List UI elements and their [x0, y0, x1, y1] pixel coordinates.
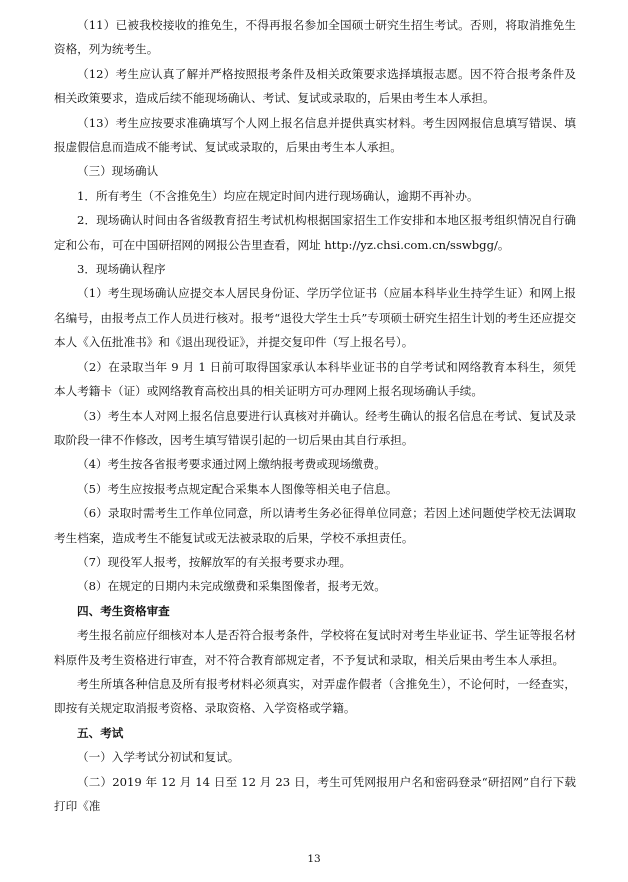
paragraph-onsite-3-heading: 3．现场确认程序 — [77, 262, 166, 277]
paragraph-qualification-2: 考生所填各种信息及所有报考材料必须真实，对弄虚作假者（含推免生），不论何时，一经查实，即按有关规定取消报考资格、录取资格、入学资格或学籍。 — [54, 676, 576, 716]
paragraph-procedure-3: （3）考生本人对网上报名信息要进行认真核对并确认。经考生确认的报名信息在考试、复试及录取阶段一律不作修改，因考生填写错误引起的一切后果由其自行承担。 — [54, 408, 576, 447]
paragraph-procedure-4: （4）考生按各省报考要求通过网上缴纳报考费或现场缴费。 — [77, 457, 386, 472]
paragraph-exam-1: （一）入学考试分初试和复试。 — [77, 750, 240, 765]
paragraph-11: （11）已被我校接收的推免生，不得再报名参加全国硕士研究生招生考试。否则，将取消推免生资格，列为统考生。 — [54, 18, 576, 57]
paragraph-procedure-5: （5）考生应按报考点规定配合采集本人图像等相关电子信息。 — [77, 481, 398, 496]
page-number: 13 — [307, 853, 321, 865]
document-body — [54, 13, 576, 818]
section-heading-exam: 五、考试 — [77, 725, 124, 740]
paragraph-procedure-6: （6）录取时需考生工作单位同意，所以请考生务必征得单位同意；若因上述问题使学校无法调取考生档案，造成考生不能复试或无法被录取的后果，学校不承担责任。 — [54, 506, 576, 545]
section-heading-qualification-review: 四、考生资格审查 — [77, 603, 170, 618]
paragraph-13: （13）考生应按要求准确填写个人网上报名信息并提供真实材料。考生因网报信息填写错误、填报虚假信息而造成不能考试、复试或录取的，后果由考生本人承担。 — [54, 115, 576, 155]
paragraph-procedure-8: （8）在规定的日期内未完成缴费和采集图像者，报考无效。 — [77, 579, 386, 594]
paragraph-onsite-2: 2．现场确认时间由各省级教育招生考试机构根据国家招生工作安排和本地区报考组织情况自行确定和公布，可在中国研招网的网报公告里查看，网址 http://yz.chsi.com.cn/sswbgg/。 — [54, 213, 576, 252]
paragraph-procedure-1: （1）考生现场确认应提交本人居民身份证、学历学位证书（应届本科毕业生持学生证）和网上报名编号，由报考点工作人员进行核对。报考“退役大学生士兵”专项硕士研究生招生计划的考生还应提交本人《入伍批准书》和《退出现役证》，并提交复印件（写上报名号）。 — [54, 286, 576, 350]
paragraph-onsite-1: 1．所有考生（不含推免生）均应在规定时间内进行现场确认，逾期不再补办。 — [77, 188, 479, 203]
paragraph-exam-2: （二）2019 年 12 月 14 日至 12 月 23 日，考生可凭网报用户名和密码登录“研招网”自行下载打印《准 — [54, 774, 576, 813]
paragraph-qualification-1: 考生报名前应仔细核对本人是否符合报考条件，学校将在复试时对考生毕业证书、学生证等报名材料原件及考生资格进行审查，对不符合教育部规定者，不予复试和录取，相关后果由考生本人承担。 — [54, 628, 576, 667]
section-heading-onsite-confirmation: （三）现场确认 — [77, 164, 159, 179]
paragraph-procedure-7: （7）现役军人报考，按解放军的有关报考要求办理。 — [77, 554, 352, 569]
paragraph-12: （12）考生应认真了解并严格按照报考条件及相关政策要求选择填报志愿。因不符合报考条件及相关政策要求，造成后续不能现场确认、考试、复试或录取的，后果由考生本人承担。 — [54, 66, 576, 106]
paragraph-procedure-2: （2）在录取当年 9 月 1 日前可取得国家承认本科毕业证书的自学考试和网络教育本科生，须凭本人考籍卡（证）或网络教育高校出具的相关证明方可办理网上报名现场确认手续。 — [54, 359, 576, 399]
